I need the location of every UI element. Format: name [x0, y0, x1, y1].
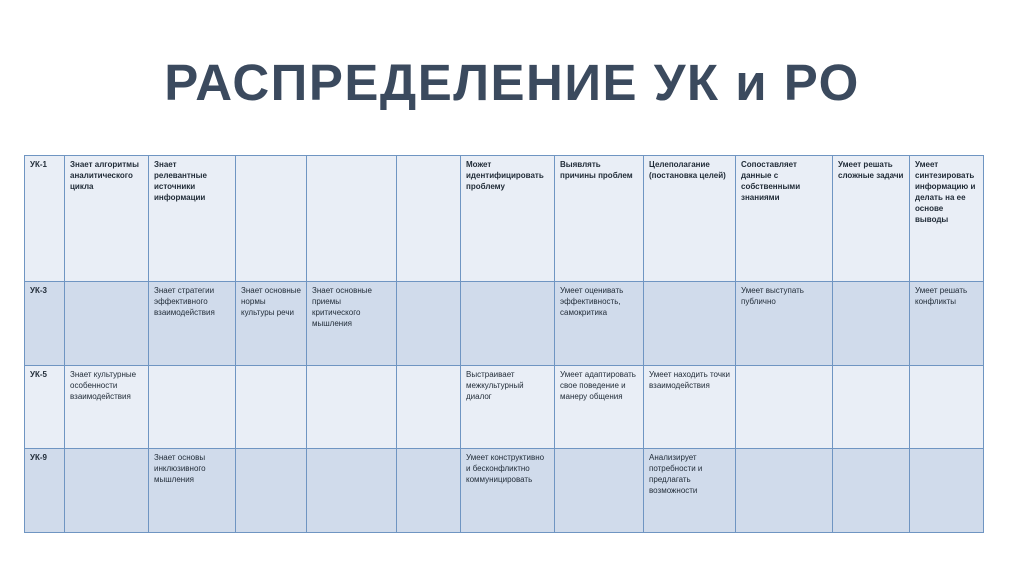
table-row: [25, 366, 984, 449]
table-cell: Умеет оценивать эффективность, самокритика: [555, 282, 644, 366]
table-cell: [397, 282, 461, 366]
table-cell: [833, 366, 910, 449]
slide-title: РАСПРЕДЕЛЕНИЕ УК и РО: [164, 54, 860, 111]
table-cell: [461, 282, 555, 366]
table-cell: [833, 282, 910, 366]
table-cell: [736, 449, 833, 533]
table-cell: Целеполагание (постановка целей): [644, 156, 736, 282]
table-cell: [644, 282, 736, 366]
table-cell: [236, 366, 307, 449]
table-cell: [736, 366, 833, 449]
row-code: УК-3: [25, 282, 65, 366]
table-cell: Умеет синтезировать информацию и делать на ее основе выводы: [910, 156, 984, 282]
table-cell: Анализирует потребности и предлагать возможности: [644, 449, 736, 533]
table-row: [25, 282, 984, 366]
table-cell: Умеет находить точки взаимодействия: [644, 366, 736, 449]
table-cell: Знает культурные особенности взаимодействия: [65, 366, 149, 449]
table-cell: [149, 366, 236, 449]
table-cell: [555, 449, 644, 533]
table-cell: Выявлять причины проблем: [555, 156, 644, 282]
table-cell: Знает релевантные источники информации: [149, 156, 236, 282]
table-cell: [910, 449, 984, 533]
table-cell: Знает основные приемы критического мышления: [307, 282, 397, 366]
table-cell: Умеет выступать публично: [736, 282, 833, 366]
table-cell: Может идентифицировать проблему: [461, 156, 555, 282]
row-code: УК-5: [25, 366, 65, 449]
table-row: [25, 449, 984, 533]
table-cell: [397, 366, 461, 449]
table-cell: [307, 449, 397, 533]
table-cell: Умеет решать конфликты: [910, 282, 984, 366]
table-cell: Умеет адаптировать свое поведение и манеру общения: [555, 366, 644, 449]
table-cell: [833, 449, 910, 533]
table-cell: Знает основные нормы культуры речи: [236, 282, 307, 366]
table-cell: [236, 449, 307, 533]
row-code: УК-1: [25, 156, 65, 282]
table-cell: [397, 449, 461, 533]
competency-table: [24, 155, 984, 533]
table-cell: [65, 282, 149, 366]
table-row: [25, 156, 984, 282]
table-cell: Умеет решать сложные задачи: [833, 156, 910, 282]
table-cell: [307, 366, 397, 449]
table-cell: [397, 156, 461, 282]
table-cell: Знает стратегии эффективного взаимодействия: [149, 282, 236, 366]
table-cell: Умеет конструктивно и бесконфликтно коммуницировать: [461, 449, 555, 533]
table-cell: [307, 156, 397, 282]
table-cell: [236, 156, 307, 282]
table-cell: Знает основы инклюзивного мышления: [149, 449, 236, 533]
table-cell: Сопоставляет данные с собственными знаниями: [736, 156, 833, 282]
table-cell: Выстраивает межкультурный диалог: [461, 366, 555, 449]
table-cell: [910, 366, 984, 449]
table-cell: [65, 449, 149, 533]
table-cell: Знает алгоритмы аналитического цикла: [65, 156, 149, 282]
row-code: УК-9: [25, 449, 65, 533]
